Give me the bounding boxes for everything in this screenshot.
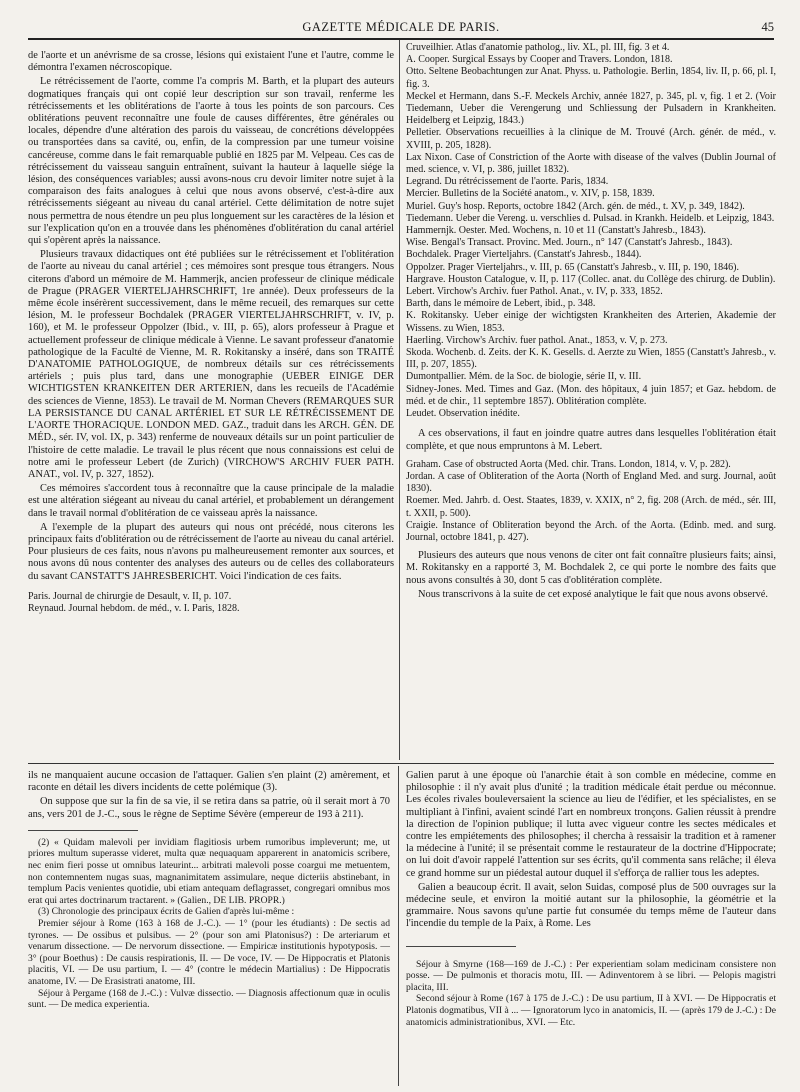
paragraph: Nous transcrivons à la suite de cet exposé analytique le fait que nous avons observé. bbox=[418, 588, 769, 600]
reference: Roemer. Med. Jahrb. d. Oest. Staates, 1839, v. XXIX, n° 2, fig. 208 (Arch. de méd., sér. III, t. XXII, p. 500). bbox=[406, 495, 776, 519]
paragraph: de l'aorte et un anévrisme de sa crosse, lésions qui existaient l'une et l'autre, comme le démontra l'examen nécroscopique. bbox=[28, 50, 394, 74]
footnote-separator bbox=[28, 823, 390, 837]
paragraph: ils ne manquaient aucune occasion de l'attaquer. Galien s'en plaint (2) amèrement, et raconte en détail les divers incidents de cette polémique (3). bbox=[28, 770, 390, 794]
reference: Reynaud. Journal hebdom. de méd., v. I. Paris, 1828. bbox=[28, 602, 240, 614]
feuilleton-left bbox=[28, 770, 390, 1011]
right-column bbox=[406, 42, 776, 603]
reference: Hammernjk. Oester. Med. Wochens, n. 10 et 11 (Canstatt's Jahresb., 1843). bbox=[406, 225, 706, 237]
reference: Haerling. Virchow's Archiv. fuer pathol. Anat., 1853, v. V, p. 273. bbox=[406, 334, 668, 346]
reference: Hargrave. Houston Catalogue, v. II, p. 117 (Collec. anat. du Collège des chirurg. de Dublin). bbox=[406, 273, 776, 285]
reference: Wise. Bengal's Transact. Provinc. Med. Journ., n° 147 (Canstatt's Jahresb., 1843). bbox=[406, 237, 733, 249]
reference: Lebert. Virchow's Archiv. fuer Pathol. Anat., v. IV, p. 333, 1852. bbox=[406, 286, 663, 298]
footnote: Second séjour à Rome (167 à 175 de J.-C.) : De usu partium, II à XVI. — De Hippocratis et Platonis dogmatibus, VII à ... — Ignoratorum lyco in anatomicis, II. — (après 179 de J.-C.) : De anatomicis administrationibus, XVI. — Etc. bbox=[406, 993, 776, 1028]
paragraph: A ces observations, il faut en joindre quatre autres dans lesquelles l'oblitération était complète, et que nous empruntons à M. Lebert. bbox=[406, 428, 776, 452]
footnote: Séjour à Smyrne (168—169 de J.-C.) : Per experientiam solam medicinam consistere non posse. — De pulmonis et thoracis motu, III. — Adinventorem à se libri. — Pelopis magistri placita, III. bbox=[406, 958, 776, 993]
paragraph: Galien a beaucoup écrit. Il avait, selon Suidas, composé plus de 500 ouvrages sur la médecine seule, et environ la moitié autant sur la philosophie, la géométrie et la grammaire. Nous savons qu'une partie fut consumée du temps même de l'auteur dans l'incendie du temple de la Paix, à Rome. Les bbox=[406, 881, 776, 930]
left-column bbox=[28, 50, 394, 615]
reference: Jordan. A case of Obliteration of the Aorta (North of England Med. and surg. Journal, août 1830). bbox=[406, 470, 776, 495]
reference: Leudet. Observation inédite. bbox=[406, 408, 520, 420]
reference: Craigie. Instance of Obliteration beyond the Arch. of the Aorta. (Edinb. med. and surg. Journal, octobre 1841, p. 427). bbox=[406, 519, 776, 543]
reference: Sidney-Jones. Med. Times and Gaz. (Mon. des hôpitaux, 4 juin 1857; et Gaz. hebdom. de méd. et de chir., 11 septembre 1857). Oblitération complète. bbox=[406, 383, 776, 407]
column-divider bbox=[399, 40, 400, 760]
paragraph: A l'exemple de la plupart des auteurs qui nous ont précédé, nous citerons les principaux faits d'oblitération ou de rétrécissement de l'aorte au niveau du canal artériel. Pour plusieurs de ces faits, nous n'avons pu malheureusement remonter aux sources, et nous avons dû nous contenter des analyses des auteurs ou de celles des collaborateurs du savant CANSTATT'S JAHRESBERICHT. Voici l'indication de ces faits. bbox=[28, 521, 394, 582]
footnote: (2) « Quidam malevoli per invidiam flagitiosis urbem rumoribus impleverunt; me, ut priores multum superasse videret, multa quæ nequaquam apparerent in anatomicis scribere, nec enim fieri posse ut omnibus lateurint... arbitrati malevoli posse coargui me metuentem, non contemnentem nugas suas, magnanimitatem assimulare, neque dicteriis abstinebant, in templum Pacis venientes quotidie, ubi etiam antequam deflagrasset, congregari omnibus mos erat qui artes doctrinarum tractarent. » (Galien., DE LIB. PROPR.) bbox=[28, 836, 390, 906]
footnote: Premier séjour à Rome (163 à 168 de J.-C.). — 1° (pour les étudiants) : De sectis ad tyrones. — De ossibus et pulsibus. — 2° (pour son ami Platonisus?) : De arteriarum et venarum dissectione. — De nervorum dissectione. — Empiricæ institutionis hypotyposis. — 3° (pour Boethus) : De causis respirationis, II. — De voce, IV. — De Hippocratis et Platonis placitis, VI. — De usu partium, I. — 4° (contre le médecin Martialius) : De Hippocratis anatome, IV. — De Erasistrati anatome, III. bbox=[28, 917, 390, 987]
reference: Dumontpallier. Mém. de la Soc. de biologie, série II, v. III. bbox=[406, 371, 642, 383]
paragraph: Plusieurs des auteurs que nous venons de citer ont fait connaître plusieurs faits; ainsi, M. Rokitansky en a rapporté 3, M. Bochdalek 2, ce qui porte le nombre des faits que nous avons consultés à 30, dont 5 cas d'oblitération complète. bbox=[406, 550, 776, 586]
footnotes bbox=[406, 959, 776, 1029]
paragraph: Le rétrécissement de l'aorte, comme l'a compris M. Barth, et la plupart des auteurs dogmatiques français qui ont copié leur description sur son travail, renferme les rétrécissements et les oblitérations de l'aorte à tous les points de son parcours. Ces oblitérations peuvent reconnaître une foule de causes différentes, être générales ou locales, dépendre d'une altération des parois du vaisseau, de concrétions développées ou transportées dans sa cavité, ou, enfin, de la compression par une tumeur voisine cancéreuse, comme dans le fait remarquable publié en 1825 par M. Velpeau. Ces cas de rétrécissement du vaisseau sanguin entraînent, suivant la hauteur à laquelle siége la lésion, des conséquences variables; aussi avons-nous cru devoir limiter notre sujet à la comparaison des faits analogues à celui que nous avons observé, c'est-à-dire aux rétrécissements siégeant au niveau du canal artériel. Cette délimitation de notre sujet nous permettra de nous étendre un peu plus longuement sur les caractères de la lésion et sur l'explication qu'on en a trouvée dans les phénomènes d'oblitération du canal artériel qui s'opèrent après la naissance. bbox=[28, 76, 394, 247]
paragraph: Plusieurs travaux didactiques ont été publiées sur le rétrécissement et l'oblitération de l'aorte au niveau du canal artériel ; ces mémoires sont presque tous étrangers. Nous citerons d'abord un mémoire de M. Hammerjk, ancien professeur de clinique médicale de Prague (PRAGER VIERTELJAHRSCHRIFT, 1re année). Deux professeurs de la même école insérèrent successivement, dans le même recueil, des remarques sur cette lésion, M. le professeur Bochdalek (PRAGER VIERTELJAHRSCHRIFT, v. IV, p. 160), et M. le professeur Oppolzer (Ibid., v. III, p. 65), alors professeur à Prague et actuellement professeur de clinique médicale à Vienne. Le savant professeur d'anatomie pathologique de la Faculté de Vienne, M. R. Rokitansky a inséré, dans son TRAITÉ D'ANATOMIE PATHOLOGIQUE, de nombreux détails sur ces rétrécissements artériels ; puis plus tard, dans une monographie (UEBER EINIGE DER WICHTIGSTEN KRANKEITEN DER ARTERIEN, dans les recueils de l'Académie des sciences de Vienne, 1853). Le travail de M. Norman Chevers (REMARQUES SUR LA PERSISTANCE DU CANAL ARTÉRIEL ET SUR LE RÉTRÉCISSEMENT DE L'AORTE THORACIQUE. LONDON MED. GAZ., traduit dans les ARCH. GÉN. DE MÉD., sér. IV, vol. IX, p. 343) renferme de nouveaux détails sur un point particulier de l'histoire de cette maladie. Le travail le plus récent que nous connaissions est celui de notre ami le professeur Lebert (de Zurich) (VIRCHOW'S ARCHIV FUER PATH. ANAT., vol. IV, p. 327, 1852). bbox=[28, 249, 394, 480]
footnote-separator bbox=[406, 933, 776, 959]
reference: Barth, dans le mémoire de Lebert, ibid., p. 348. bbox=[406, 298, 596, 310]
reference: Graham. Case of obstructed Aorta (Med. chir. Trans. London, 1814, v. V, p. 282). bbox=[406, 458, 731, 470]
page-number: 45 bbox=[761, 20, 774, 34]
footnotes bbox=[28, 837, 390, 1011]
reference: Mercier. Bulletins de la Société anatom., v. XIV, p. 158, 1839. bbox=[406, 188, 655, 200]
header-rule bbox=[28, 38, 774, 40]
reference: Meckel et Hermann, dans S.-F. Meckels Archiv, année 1827, p. 345, pl. v, fig. 1 et 2. (Voir Tiedemann, Ueber die Verengerung und Schliessung der Pulsadern in Krankheiten. Heidelberg et Leipzig, 1843.) bbox=[406, 90, 776, 127]
reference: Cruveilhier. Atlas d'anatomie patholog., liv. XL, pl. III, fig. 3 et 4. bbox=[406, 42, 670, 53]
reference: Paris. Journal de chirurgie de Desault, v. II, p. 107. bbox=[28, 590, 232, 602]
footnote: Séjour à Pergame (168 de J.-C.) : Vulvæ dissectio. — Diagnosis affectionum quæ in oculis sunt. — De medica experientia. bbox=[28, 987, 390, 1011]
paragraph: Ces mémoires s'accordent tous à reconnaître que la cause principale de la maladie est une altération siégeant au niveau du canal artériel, et probablement un dérangement dans le travail normal d'oblitération de ce vaisseau après la naissance. bbox=[28, 483, 394, 519]
reference: A. Cooper. Surgical Essays by Cooper and Travers. London, 1818. bbox=[406, 54, 673, 66]
reference: K. Rokitansky. Ueber einige der wichtigsten Krankheiten des Arterien, Akademie der Wissens. zu Wien, 1853. bbox=[406, 310, 776, 334]
reference: Lax Nixon. Case of Constriction of the Aorte with disease of the valves (Dublin Journal of med. science, v. VI, p. 386, juillet 1832). bbox=[406, 151, 776, 176]
reference: Tiedemann. Ueber die Vereng. u. verschlies d. Pulsad. in Krankh. Heidelb. et Leipzig, 1843. bbox=[406, 212, 775, 224]
section-rule bbox=[28, 763, 774, 764]
reference: Bochdalek. Prager Vierteljahrs. (Canstatt's Jahresb., 1844). bbox=[406, 249, 642, 261]
journal-title: GAZETTE MÉDICALE DE PARIS. bbox=[302, 20, 500, 34]
column-divider bbox=[398, 766, 399, 1086]
reference: Oppolzer. Prager Vierteljahrs., v. III, p. 65 (Canstatt's Jahresb., v. III, p. 190, 1846). bbox=[406, 261, 739, 273]
reference: Legrand. Du rétrécissement de l'aorte. Paris, 1834. bbox=[406, 176, 609, 188]
page-header bbox=[28, 20, 774, 38]
reference: Otto. Seltene Beobachtungen zur Anat. Physs. u. Pathologie. Berlin, 1854, liv. II, p. 66, pl. I, fig. 3. bbox=[406, 66, 776, 90]
footnote: (3) Chronologie des principaux écrits de Galien d'après lui-même : bbox=[38, 906, 295, 918]
reference: Pelletier. Observations recueillies à la clinique de M. Trouvé (Arch. génér. de méd., v. XVIII, p. 205, 1828). bbox=[406, 127, 776, 151]
reference: Skoda. Wochenb. d. Zeits. der K. K. Gesells. d. Aerzte zu Wien, 1855 (Canstatt's Jahresb., v. III, p. 207, 1855). bbox=[406, 347, 776, 371]
paragraph: On suppose que sur la fin de sa vie, il se retira dans sa patrie, où il serait mort à 70 ans, vers 201 de J.-C., sous le règne de Septime Sévère (empereur de 193 à 211). bbox=[28, 796, 390, 820]
feuilleton-right bbox=[406, 770, 776, 1028]
reference: Muriel. Guy's hosp. Reports, octobre 1842 (Arch. gén. de méd., t. XV, p. 349, 1842). bbox=[406, 200, 745, 212]
paragraph: Galien parut à une époque où l'anarchie était à son comble en médecine, comme en philosophie : il n'y avait plus d'unité ; la tradition médicale était perdue ou méconnue. Les écoles rivales bouleversaient la science au lieu de l'édifier, et les spécialistes, en se multipliant à l'infini, avaient scindé l'art en nombreux tronçons. Galien réussit à prendre la direction de l'opinion publique; il lutta avec vigueur contre les sectes médicales et contre les empiétements des philosophes; il chercha à ressaisir la tradition et à ramener la médecine à l'unité; il se présentait comme le restaurateur de la doctrine d'Hippocrate; on lui doit d'avoir rappelé l'attention sur ses écrits, qu'il commenta sans relâche; il éleva ce grand homme sur un piédestal autour duquel il s'efforça de rallier tous les adeptes. bbox=[406, 770, 776, 879]
